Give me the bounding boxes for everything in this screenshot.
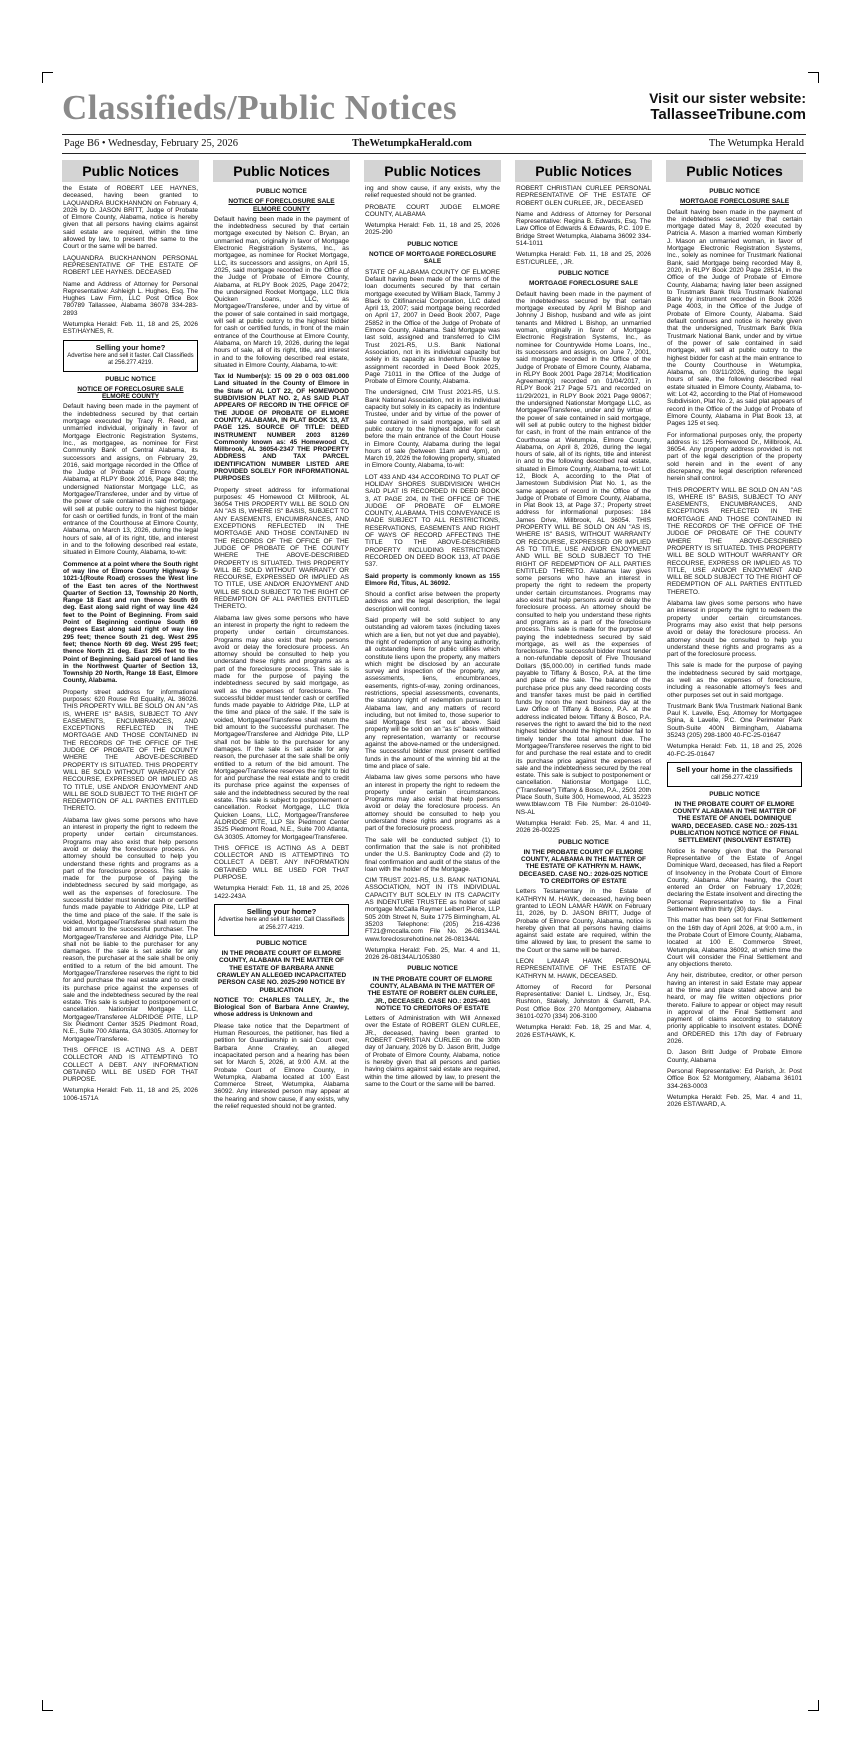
notice-paragraph: Please take notice that the Department of Human Resources, the petitioner, has filed a petition for Guardianship in said Court over, Barbara Anne Crawley, an alleged incapacitated person and a hearing has been set for March 5, 2026, at 9:00 A.M. at the Probate Court of Elmore County, in Wetumpka, Alabama located at 100 East Commerce Street, Wetumpka, Alabama 36092. Any interested person may appear at the hearing and show cause, if any exists, why the relief requested should not be granted. [214, 1022, 349, 1111]
column-3 [364, 160, 501, 1696]
notice-paragraph: Property street address for informational purposes: 45 Homewood Ct Millbrook, AL 36054 THIS PROPERTY WILL BE SOLD ON AN "AS IS, WHERE IS" BASIS, SUBJECT TO ANY EASEMENTS, ENCUMBRANCES, AND EXCEPTIONS REFLECTED IN THE MORTGAGE AND THOSE CONTAINED IN THE RECORDS OF THE OFFICE OF THE JUDGE OF PROBATE OF THE COUNTY WHERE THE ABOVE-DESCRIBED PROPERTY IS SITUATED. THIS PROPERTY WILL BE SOLD WITHOUT WARRANTY OR RECOURSE, EXPRESSED OR IMPLIED AS TO TITLE, USE AND/OR ENJOYMENT AND WILL BE SOLD SUBJECT TO THE RIGHT OF REDEMPTION OF ALL PARTIES ENTITLED THERETO. [214, 486, 349, 611]
notice-paragraph: This matter has been set for Final Settlement on the 16th day of April 2026, at 9:00 a.m., in the Probate Court of Elmore County, Alabama, located at 100 E. Commerce Street, Wetumpka, Alabama 36092, at which time the Court will consider the Final Settlement and any objections thereto. [667, 917, 802, 969]
promo-text: Advertise here and sell it faster. Call Classifieds at 256.277.4219. [218, 917, 345, 931]
notice-paragraph: Wetumpka Herald: Feb. 25, Mar. 4 and 11, 2026 EST/WARD, A. [667, 1093, 802, 1109]
column-4 [515, 160, 652, 1696]
column-body [666, 182, 803, 1108]
notice-paragraph: Wetumpka Herald: Feb. 25, Mar. 4 and 11, 2026 26-08134AL/105380 [365, 946, 500, 962]
promo-headline: Selling your home? [246, 906, 317, 916]
promo-box [667, 762, 802, 787]
notice-paragraph: CIM TRUST 2021-R5, U.S. BANK NATIONAL ASSOCIATION, NOT IN ITS INDIVIDUAL CAPACITY BUT SOLELY IN ITS CAPACITY AS INDENTURE TRUSTEE as holder of said mortgage McCalla Raymer Leibert Pierce, LLP 505 20th Street N, Suite 1775 Birmingham, AL 35203 Telephone: (205) 216-4236 FT21@mccalla.com File No. 26-08134AL www.foreclosurehotline.net 26-08134AL [365, 877, 500, 943]
notice-paragraph: Name and Address of Attorney for Personal Representative: Ashleigh L. Hughes, Esq. The Hughes Law Firm, LLC Post Office Box 780789 Tallassee, Alabama 36078 334-283-2893 [63, 280, 198, 317]
promo-box [214, 904, 349, 936]
notice-paragraph: D. Jason Britt Judge of Probate Elmore County, Alabama [667, 1049, 802, 1064]
notice-paragraph: LAQUANDRA BUCKHANNON PERSONAL REPRESENTATIVE OF THE ESTATE OF ROBERT LEE HAYNES. DECEASED [63, 254, 198, 277]
notice-paragraph: For informational purposes only, the property address is: 125 Homewood Dr., Millbrook, AL 36054. Any property address provided is not part of the legal description of the property sold herein and in the event of any discrepancy, the legal description referenced herein shall control. [667, 431, 802, 483]
column-body [213, 182, 350, 1110]
notice-paragraph: Property street address for informational purposes: 620 Rouse Rd Equality, AL 36026. THIS PROPERTY WILL BE SOLD ON AN "AS IS, WHERE IS" BASIS, SUBJECT TO ANY EASEMENTS, ENCUMBRANCES, AND EXCEPTIONS REFLECTED IN THE MORTGAGE AND THOSE CONTAINED IN THE RECORDS OF THE OFFICE OF THE JUDGE OF PROBATE OF THE COUNTY WHERE THE ABOVE-DESCRIBED PROPERTY IS SITUATED. THIS PROPERTY WILL BE SOLD WITHOUT WARRANTY OR RECOURSE, EXPRESSED OR IMPLIED AS TO TITLE, USE AND/OR ENJOYMENT AND WILL BE SOLD SUBJECT TO THE RIGHT OF REDEMPTION OF ALL PARTIES ENTITLED THERETO. [63, 688, 198, 813]
promo-text: Advertise here and sell it faster. Call Classifieds at 256.277.4219. [67, 352, 194, 367]
notice-paragraph: the Estate of ROBERT LEE HAYNES, deceased, having been granted to LAQUANDRA BUCKHANNON on February 4, 2026 by D. JASON BRITT, Judge of Probate of Elmore County, Alabama, notice is hereby given that all persons having claims against said estate are required, within the time allowed by law, to present the same to the Court or the same will be barred. [63, 185, 198, 251]
notice-paragraph: Trustmark Bank f/k/a Trustmark National Bank Paul K. Lavelle, Esq. Attorney for Mortgagee Spina, & Lavelle, P.C. One Perimeter Park South-Suite 400N Birmingham, Alabama 35243 (205) 298-1800 40-FC-25-01647 [667, 702, 802, 740]
notice-paragraph: Alabama law gives some persons who have an interest in property the right to redeem the property under certain circumstances. Programs may also exist that help persons avoid or delay the foreclosure process. An attorney should be consulted to help you understand these rights and programs as a part of the foreclosure process. This sale is made for the purpose of paying the indebtedness secured by said mortgage, as well as the expenses of foreclosure. The successful bidder must tender cash or certified funds made payable to Aldridge Pite, LLP at the time and place of the sale. If the sale is voided, Mortgagee/Transferee shall return the bid amount to the successful purchaser. The Mortgagee/Transferee and Aldridge Pite, LLP shall not be liable to the purchaser for any damages. If the sale is set aside for any reason, the purchaser at the sale shall be only entitled to a return of the bid amount. The Mortgagee/Transferee reserves the right to bid for and purchase the real estate and to credit its purchase price against the expenses of sale and the indebtedness secured by the real estate. This sale is subject to postponement or cancellation. Nationstar Mortgage LLC, Mortgagee/Transferee ALDRIDGE PITE, LLP Six Piedmont Center 3525 Piedmont Road, N.E., Suite 700 Atlanta, GA 30305. Attorney for Mortgagee/Transferee. [63, 816, 198, 1043]
notice-heading: PUBLIC NOTICE [709, 188, 760, 195]
notice-heading: NOTICE OF MORTGAGE FORECLOSURE SALE [368, 251, 497, 266]
notice-heading: PUBLIC NOTICE [105, 375, 156, 383]
column-header: Public Notices [666, 160, 803, 182]
column-body [62, 182, 199, 1102]
column-2 [213, 160, 350, 1696]
notice-paragraph: Default having been made in the payment of the indebtedness secured by that certain mortgage executed by Tracy R. Reed, an unmarried individual, originally in favor of Mortgage Electronic Registration Systems, Inc., as mortgagee, as nominee for First Community Bank of Central Alabama, its successors and assigns, on February 29, 2016, said mortgage recorded in the Office of the Judge of Probate of Elmore County, Alabama, at RLPY Book 2016, Page 848; the undersigned Nationstar Mortgage LLC, as Mortgagee/Transferee, under and by virtue of the power of sale contained in said mortgage, will sell at public outcry to the highest bidder for cash or certified funds, in front of the main entrance of the Courthouse at Elmore County, Alabama, on March 13, 2026, during the legal hours of sale, all of its right, title, and interest in and to the following described real estate, situated in Elmore County, Alabama, to-wit: [63, 403, 198, 557]
column-header: Public Notices [515, 160, 652, 182]
notice-paragraph: Default having been made in the payment of the indebtedness secured by that certain mortgage dated May 8, 2020 executed by Patricia A. Mason a married woman Kimberly J. Mason an unmarried woman, in favor of Mortgage Electronic Registration Systems, Inc., solely as nominee for Trustmark National Bank, said Mortgage being recorded May 8, 2020, in RLPY Book 2020 Page 28514, in the Office of the Judge of Probate of Elmore County, Alabama; having later been assigned to Trustmark Bank f/k/a Trustmark National Bank by instrument recorded in Book 2026 Page 4003, in the Office of the Judge of Probate of Elmore County, Alabama. Said default continues and notice is hereby given that the undersigned, Trustmark Bank f/k/a Trustmark National Bank, under and by virtue of the power of sale contained in said mortgage, will sell at public outcry to the highest bidder for cash at the main entrance to the County Courthouse in Wetumpka, Alabama, on 03/11/2026, during the legal hours of sale, the following described real estate situated in Elmore County, Alabama, to-wit: Lot 42, according to the Plat of Homewood Subdivision, Plat No. 2, as said plat appears of record in the Office of the Judge of Probate of Elmore County, Alabama in Plat Book 13, at Pages 125 et seq. [667, 208, 802, 428]
promo-headline: Selling your home? [95, 342, 166, 352]
notice-heading: NOTICE OF FORECLOSURE SALE ELMORE COUNTY [228, 198, 335, 213]
masthead [62, 88, 806, 128]
notice-paragraph: PROBATE COURT JUDGE ELMORE COUNTY, ALABAMA [365, 203, 500, 218]
crop-mark-bottom-left [42, 1700, 53, 1711]
promo-box [63, 340, 198, 372]
notice-paragraph: Alabama law gives some persons who have an interest in property the right to redeem the property under certain circumstances. Programs may also exist that help persons avoid or delay the foreclosure process. An attorney should be consulted to help you understand these rights and programs as a part of the foreclosure process. [667, 600, 802, 659]
notice-paragraph: Commence at a point where the South right of way line of Elmore County Highway 5-1021-1(Route Road) crosses the West line of the East ten acres of the Northwest Quarter of Section 13, Township 20 North, Range 18 East and run thence South 69 deg. East along said right of way line 424 feet to the Point of Beginning. From said Point of Beginning continue South 69 degrees East along said right of way line 295 feet; thence South 21 deg. West 295 feet; thence North 69 deg. West 295 feet; thence North 21 deg. East 295 feet to the Point of Beginning. Said parcel of land lies in the Northwest Quarter of Section 13, Township 20 North, Range 18 East, Elmore County, Alabama. [63, 560, 198, 685]
folio-paper-name: The Wetumpka Herald [708, 138, 804, 149]
notice-heading: MORTGAGE FORECLOSURE SALE [528, 280, 639, 288]
notice-heading: PUBLIC NOTICE [407, 965, 458, 973]
crop-mark-top-left [42, 72, 53, 83]
notice-paragraph: THIS PROPERTY WILL BE SOLD ON AN "AS IS, WHERE IS" BASIS, SUBJECT TO ANY EASEMENTS, ENCUMBRANCES, AND EXCEPTIONS REFLECTED IN THE MORTGAGE AND THOSE CONTAINED IN THE RECORDS OF THE OFFICE OF THE JUDGE OF PROBATE OF THE COUNTY WHERE THE ABOVE-DESCRIBED PROPERTY IS SITUATED. THIS PROPERTY WILL BE SOLD WITHOUT WARRANTY OR RECOURSE, EXPRESS OR IMPLIED AS TO TITLE, USE AND/OR ENJOYMENT AND WILL BE SOLD SUBJECT TO THE RIGHT OF REDEMPTION OF ALL PARTIES ENTITLED THERETO. [667, 486, 802, 596]
notice-paragraph: Alabama law gives some persons who have an interest in property the right to redeem the property under certain circumstances. Programs may also exist that help persons avoid or delay the foreclosure process. An attorney should be consulted to help you understand these rights and programs as a part of the foreclosure process. This sale is made for the purpose of paying the indebtedness secured by said mortgage, as well as the expenses of foreclosure. The successful bidder must tender cash or certified funds made payable to Aldridge Pite, LLP at the time and place of the sale. If the sale is voided, Mortgagee/Transferee shall return the bid amount to the successful purchaser. The Mortgagee/Transferee and Aldridge Pite, LLP shall not be liable to the purchaser for any damages. If the sale is set aside for any reason, the purchaser at the sale shall be only entitled to a return of the bid amount. The Mortgagee/Transferee reserves the right to bid for and purchase the real estate and to credit its purchase price against the expenses of sale and the indebtedness secured by the real estate. This sale is subject to postponement or cancellation. Rocket Mortgage, LLC f/k/a Quicken Loans, LLC, Mortgagee/Transferee ALDRIDGE PITE, LLP Six Piedmont Center 3525 Piedmont Road, N.E., Suite 700 Atlanta, GA 30305. Attorney for Mortgagee/Transferee. [214, 614, 349, 841]
notice-paragraph: This sale is made for the purpose of paying the indebtedness secured by said mortgage, as well as the expenses of foreclosure, including a reasonable attorney's fees and other purposes set out in said mortgage. [667, 662, 802, 699]
promo-headline: Sell your home in the classifieds [676, 764, 793, 774]
notice-paragraph: Wetumpka Herald: Feb. 11, 18 and 25, 2026 1006-1571A [63, 1087, 198, 1102]
notice-paragraph: NOTICE TO: CHARLES TALLEY, Jr., the Biological Son of Barbara Anne Crawley, whose address is Unknown and [214, 996, 349, 1019]
sister-site-link[interactable]: TallasseeTribune.com [650, 106, 806, 123]
notice-paragraph: STATE OF ALABAMA COUNTY OF ELMORE Default having been made of the terms of the loan documents secured by that certain mortgage executed by William Black, Tammy J Black to Citifinancial Corporation, LLC dated April 13, 2007; said mortgage being recorded on April 17, 2007 in Deed Book 2007, Page 25852 in the Office of the Judge of Probate of Elmore County, Alabama. Said Mortgage was last sold, assigned and transferred to CIM Trust 2021-R5, U.S. Bank National Association, not in its individual capacity but solely in its capacity as Indenture Trustee by assignment recorded in Deed Book 2025, Page 71011 in the Office of the Judge of Probate of Elmore County, Alabama. [365, 268, 500, 386]
notice-paragraph: Any heir, distributee, creditor, or other person having an interest in said Estate may appear at the time and place stated above and be heard, or may file written objections prior thereto. Failure to appear or object may result in approval of the Final Settlement and payment of claims according to statutory priority applicable to insolvent estates. DONE and ORDERED this 17th day of February 2026. [667, 972, 802, 1046]
notice-paragraph: LEON LAMAR HAWK PERSONAL REPRESENTATIVE OF THE ESTATE OF KATHRYN M. HAWK, DECEASED. [516, 957, 651, 980]
notice-paragraph: Default having been made in the payment of the indebtedness secured by that certain mortgage executed by Nelson C. Bryan, an unmarried man, originally in favor of Mortgage Electronic Registration Systems, Inc., as mortgagee, as nominee for Rocket Mortgage, LLC, its successors and assigns, on April 15, 2025, said mortgage recorded in the Office of the Judge of Probate of Elmore County, Alabama, at RLPY Book 2025, Page 20472; the undersigned Rocket Mortgage, LLC f/k/a Quicken Loans, LLC, as Mortgagee/Transferee, under and by virtue of the power of sale contained in said mortgage, will sell at public outcry to the highest bidder for cash or certified funds, in front of the main entrance of the Courthouse at Elmore County, Alabama, on March 19, 2026, during the legal hours of sale, all of its right, title, and interest in and to the following described real estate, situated in Elmore County, Alabama, to-wit: [214, 215, 349, 369]
notice-paragraph: Name and Address of Attorney for Personal Representative: Regina B. Edwards, Esq. The Law Office of Edwards & Edwards, P.C. 109 E. Bridge Street Wetumpka, Alabama 36092 334-514-1011 [516, 210, 651, 248]
notice-paragraph: LOT 433 AND 434 ACCORDING TO PLAT OF HOLIDAY SHORES SUBDIVISION WHICH SAID PLAT IS RECORDED IN DEED BOOK 3, AT PAGE 204, IN THE OFFICE OF THE JUDGE OF PROBATE OF ELMORE COUNTY, ALABAMA. THIS CONVEYANCE IS MADE SUBJECT TO ALL RESTRICTIONS, RESERVATIONS, EASEMENTS AND RIGHT OF WAYS OF RECORD AFFECTING THE TITLE TO THE ABOVE-DESCRIBED PROPERTY INCLUDING RESTRICTIONS RECORDED ON DEED BOOK 113, AT PAGE 537. [365, 473, 500, 569]
notice-heading: IN THE PROBATE COURT OF ELMORE COUNTY, ALABAMA IN THE MATTER OF THE ESTATE OF ROBERT GLEN CURLEE, JR., DECEASED. CASE NO.: 2025-401 NOTICE TO CREDITORS OF ESTATE [367, 975, 498, 1012]
notice-heading: PUBLIC NOTICE [407, 240, 458, 248]
notice-heading: IN THE PROBATE COURT OF ELMORE COUNTY, ALABAMA IN THE MATTER OF THE ESTATE OF BARBARA ANNE CRAWLEY AN ALLEGED INCAPACITATED PERSON CASE NO. 2025-290 NOTICE BY PUBLICATION [216, 950, 347, 994]
column-1 [62, 160, 199, 1696]
sister-site-promo [649, 90, 806, 123]
folio-bar [62, 134, 806, 154]
notice-paragraph: Wetumpka Herald: Feb. 11, 18 and 25, 2026 2025-290 [365, 222, 500, 237]
notice-heading: IN THE PROBATE COURT OF ELMORE COUNTY ALABAMA IN THE MATTER OF THE ESTATE OF ANGEL DOMINIQUE WARD, DECEASED. CASE NO.: 2025-131 PUBLICATION NOTICE NOTICE OF FINAL SETTLEMENT (INSOLVENT ESTATE) [670, 800, 799, 845]
notice-paragraph: Wetumpka Herald: Feb. 25, Mar. 4 and 11, 2026 26-00225 [516, 819, 651, 835]
notice-paragraph: ROBERT CHRISTIAN CURLEE PERSONAL REPRESENTATIVE OF THE ESTATE OF ROBERT GLEN CURLEE, JR., DECEASED [516, 185, 651, 207]
notice-paragraph: THIS OFFICE IS ACTING AS A DEBT COLLECTOR AND IS ATTEMPTING TO COLLECT A DEBT. ANY INFORMATION OBTAINED WILL BE USED FOR THAT PURPOSE. [214, 844, 349, 882]
notice-heading: PUBLIC NOTICE [256, 188, 307, 195]
column-5 [666, 160, 803, 1696]
notice-paragraph: Wetumpka Herald: Feb. 18, 25 and Mar. 4, 2026 EST/HAWK, K. [516, 1024, 651, 1039]
column-header: Public Notices [364, 160, 501, 182]
notice-paragraph: Alabama law gives some persons who have an interest in property the right to redeem the property under certain circumstances. Programs may also exist that help persons avoid or delay the foreclosure process. An attorney should be consulted to help you understand these rights and programs as a part of the foreclosure process. [365, 774, 500, 833]
notice-columns [62, 160, 806, 1700]
notice-heading: MORTGAGE FORECLOSURE SALE [679, 198, 790, 206]
notice-paragraph: Letters of Administration with Will Annexed over the Estate of ROBERT GLEN CURLEE, JR., deceased, having been granted to ROBERT CHRISTIAN CURLEE on the 30th day of January, 2026 by D. Jason Britt, Judge of Probate of Elmore County, Alabama, notice is hereby given that all persons and parties having claims against said estate are required, within the time allowed by law, to present the same to the Court or the same will be barred. [365, 1015, 500, 1088]
notice-paragraph: Personal Representative: Ed Parish, Jr. Post Office Box 52 Montgomery, Alabama 36101 334-263-0003 [667, 1067, 802, 1090]
crop-mark-bottom-right [808, 1700, 819, 1711]
column-header: Public Notices [62, 160, 199, 182]
column-body [364, 182, 501, 1088]
notice-paragraph: Said property will be sold subject to any outstanding ad valorem taxes (including taxes which are a lien, but not yet due and payable), the right of redemption of any taxing authority, all outstanding liens for public utilities which constitute liens upon the property, any matters which might be disclosed by an accurate survey and inspection of the property, any assessments, liens, encumbrances, easements, rights-of-way, zoning ordinances, restrictions, special assessments, covenants, the statutory right of redemption pursuant to Alabama law, and any matters of record including, but not limited to, those superior to said Mortgage first set out above. Said property will be sold on an "as is" basis without any representation, warranty or recourse against the above-named or the undersigned. The successful bidder must present certified funds in the amount of the winning bid at the time and place of sale. [365, 617, 500, 770]
folio-website[interactable]: TheWetumpkaHerald.com [352, 138, 472, 149]
column-header: Public Notices [213, 160, 350, 182]
notice-paragraph: THIS OFFICE IS ACTING AS A DEBT COLLECTOR AND IS ATTEMPTING TO COLLECT A DEBT. ANY INFORMATION OBTAINED WILL BE USED FOR THAT PURPOSE. [63, 1046, 198, 1084]
notice-paragraph: Wetumpka Herald: Feb. 11, 18 and 25, 2026 EST/CURLEE, , JR. [516, 251, 651, 266]
notice-paragraph: Notice is hereby given that the Personal Representative of the Estate of Angel Dominique Ward, deceased, has filed a Report of Insolvency in the Probate Court of Elmore County, Alabama. After hearing, the Court entered an Order on February 17,2026; declaring the Estate insolvent and directing the Personal Representative to file a Final Settlement within thirty (30) days. [667, 847, 802, 914]
notice-paragraph: Letters Testamentary in the Estate of KATHRYN M. HAWK, deceased, having been granted to LEON LAMAR HAWK on February 11, 2026, by D. JASON BRITT, Judge of Probate of Elmore County, Alabama, notice is hereby given that all persons having claims against said estate are required, within the time allowed by law, to present the same to the Court or the same will be barred. [516, 888, 651, 954]
notice-heading: NOTICE OF FORECLOSURE SALE ELMORE COUNTY [77, 385, 184, 401]
notice-paragraph: Attorney of Record for Personal Representative: Daniel L. Lindsey, Jr., Esq. Rushton, Stakely, Johnston & Garrett, P.A. Post Office Box 270 Montgomery, Alabama 36101-0270 (334) 206-3100 [516, 983, 651, 1021]
notice-paragraph: Tax Id Number(s): 15 09 29 0 003 081.000 Land situated in the County of Elmore in the State of AL LOT 22, OF HOMEWOOD SUBDIVISION PLAT NO. 2, AS SAID PLAT APPEARS OF RECORD IN THE OFFICE OF THE JUDGE OF PROBATE OF ELMORE COUNTY, ALABAMA, IN PLAT BOOK 13, AT PAGE 125. SOURCE OF TITLE: DEED INSTRUMENT NUMBER 2003 81269 Commonly known as: 45 Homewood Ct, Millbrook, AL 36054-2347 THE PROPERTY ADDRESS AND TAX PARCEL IDENTIFICATION NUMBER LISTED ARE PROVIDED SOLELY FOR INFORMATIONAL PURPOSES [214, 373, 349, 483]
notice-paragraph: Default having been made in the payment of the indebtedness secured by that certain mortgage executed by April M Bishop and Johnny J Bishop, husband and wife as joint tenants and Mildred L Bishop, an unmarried woman, originally in favor of Mortgage Electronic Registration Systems, Inc., as nominee for Countrywide Home Loans, Inc., its successors and assigns, on June 7, 2001, said mortgage recorded in the Office of the Judge of Probate of Elmore County, Alabama, in RLPY Book 2001 Page 28714; Modification Agreement(s) recorded on 01/04/2017, in RLPY Book 217 Page 571 and recorded on 11/29/2021, in RLPY Book 2021 Page 98067; the undersigned Nationstar Mortgage LLC, as Mortgagee/Transferee, under and by virtue of the power of sale contained in said mortgage, will sell at public outcry to the highest bidder for cash, in front of the main entrance of the Courthouse at Wetumpka, Elmore County, Alabama, on April 8, 2026, during the legal hours of sale, all of its rights, title and interest in and to the following described real estate, situated in Elmore County, Alabama, to-wit: Lot 12, Block A, according to the Plat of Jamestown Subdivision Plat No. 1, as the same appears of record in the Office of the Judge of Probate of Elmore County, Alabama, in Plat Book 13, at Page 37.; Property street address for informational purposes: 184 James Drive, Millbrook, AL 36054. THIS PROPERTY WILL BE SOLD ON AN "AS IS, WHERE IS" BASIS, WITHOUT WARRANTY OR RECOURSE, EXPRESSED OR IMPLIED AS TO TITLE, USE AND/OR ENJOYMENT AND WILL BE SOLD SUBJECT TO THE RIGHT OF REDEMPTION OF ALL PARTIES ENTITLED THERETO. Alabama law gives some persons who have an interest in property the right to redeem the property under certain circumstances. Programs may also exist that help persons avoid or delay the foreclosure process. An attorney should be consulted to help you understand these rights and programs as a part of the foreclosure process. This sale is made for the purpose of paying the indebtedness secured by said mortgage, as well as the expenses of foreclosure. The successful bidder must tender a non-refundable deposit of Five Thousand Dollars ($5,000.00) in certified funds made payable to Tiffany & Bosco, P.A. at the time and place of the sale. The balance of the purchase price plus any deed recording costs and transfer taxes must be paid in certified funds by noon the next business day at the Law Office of Tiffany & Bosco, P.A. at the address indicated below. Tiffany & Bosco, P.A. reserves the right to award the bid to the next highest bidder should the highest bidder fail to timely tender the total amount due. The Mortgagee/Transferee reserves the right to bid for and purchase the real estate and to credit its purchase price against the expenses of sale and the indebtedness secured by the real estate. This sale is subject to postponement or cancellation. Nationstar Mortgage LLC, ("Transferee") Tiffany & Bosco, P.A., 2501 20th Place South, Suite 300, Homewood, AL 35223 www.tblaw.com TB File Number: 26-01049-NS-AL [516, 290, 652, 816]
column-body [515, 182, 652, 1039]
crop-mark-top-right [808, 72, 819, 83]
notice-heading: PUBLIC NOTICE [709, 790, 760, 798]
notice-heading: IN THE PROBATE COURT OF ELMORE COUNTY, ALABAMA IN THE MATTER OF THE ESTATE OF KATHRYN M. HAWK, DECEASED. CASE NO.: 2026-025 NOTICE TO CREDITORS OF ESTATE [519, 848, 648, 886]
notice-paragraph: Said property is commonly known as 155 Elmore Rd, Titus, AL 36092. [365, 572, 500, 587]
notice-paragraph: Wetumpka Herald: Feb. 11, 18 and 25, 2026 40-FC-25-01647 [667, 743, 802, 758]
folio-page-date: Page B6 • Wednesday, February 25, 2026 [64, 138, 239, 149]
promo-text: call 256.277.4219 [710, 775, 759, 782]
notice-paragraph: Wetumpka Herald: Feb. 11, 18 and 25, 2026 1422-243A [214, 885, 349, 900]
notice-paragraph: The undersigned, CIM Trust 2021-R5, U.S. Bank National Association, not in its individual capacity but solely in its capacity as Indenture Trustee, under and by virtue of the power of sale contained in said mortgage, will sell at public outcry to the highest bidder for cash before the main entrance of the Court House in Elmore County, Alabama during the legal hours of sale (between 11am and 4pm), on March 19, 2026 the following property, situated in Elmore County, Alabama, to-wit: [365, 389, 500, 470]
notice-heading: PUBLIC NOTICE [558, 838, 609, 846]
notice-paragraph: ing and show cause, if any exists, why the relief requested should not be granted. [365, 185, 500, 200]
notice-heading: PUBLIC NOTICE [256, 939, 307, 947]
notice-paragraph: Wetumpka Herald: Feb. 11, 18 and 25, 2026 EST/HAYNES, R. [63, 321, 198, 336]
notice-heading: PUBLIC NOTICE [558, 269, 609, 277]
notice-paragraph: Should a conflict arise between the property address and the legal description, the legal description will control. [365, 591, 500, 613]
notice-paragraph: The sale will be conducted subject (1) to confirmation that the sale is not prohibited under the U.S. Bankruptcy Code and (2) to final confirmation and audit of the status of the loan with the holder of the Mortgage. [365, 836, 500, 873]
sister-site-label: Visit our sister website: [649, 90, 806, 106]
section-title: Classifieds/Public Notices [62, 88, 458, 127]
